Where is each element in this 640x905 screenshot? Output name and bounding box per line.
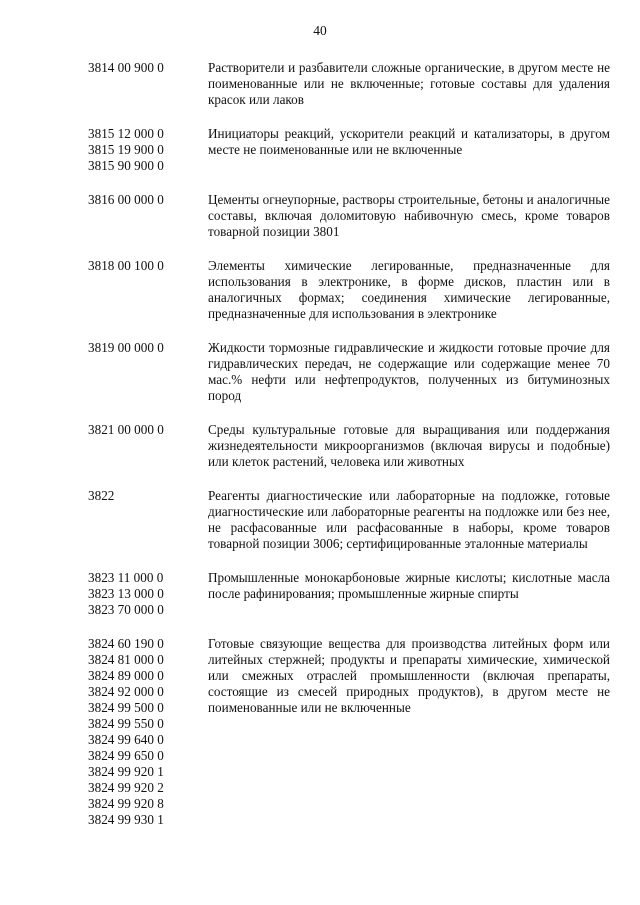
entry-codes <box>88 570 208 618</box>
tnved-code: 3824 99 500 0 <box>88 700 164 715</box>
entry-description: Промышленные монокарбоновые жирные кислоты; кислотные масла после рафинирования; промышленные жирные спирты <box>208 570 610 601</box>
entry-codes <box>88 488 208 552</box>
tnved-code: 3824 92 000 0 <box>88 684 164 699</box>
entry-description: Жидкости тормозные гидравлические и жидкости готовые прочие для гидравлических передач, не содержащие или содержащие менее 70 мас.% нефти или нефтепродуктов, полученных из битуминозных пород <box>208 340 610 403</box>
tariff-entry <box>88 192 610 240</box>
tnved-code: 3823 11 000 0 <box>88 570 164 585</box>
entry-description: Реагенты диагностические или лабораторные на подложке, готовые диагностические или лабораторные реагенты на подложке или без нее, не расфасованные или расфасованные в наборы, кроме товаров товарной позиции 3006; сертифицированные эталонные материалы <box>208 488 610 551</box>
entry-codes <box>88 422 208 470</box>
tariff-entry <box>88 488 610 552</box>
page-number: 40 <box>313 23 327 38</box>
tnved-code: 3815 19 900 0 <box>88 142 164 157</box>
tariff-entry <box>88 636 610 828</box>
tnved-code: 3824 99 920 1 <box>88 764 164 779</box>
tariff-entry <box>88 60 610 108</box>
entry-description: Растворители и разбавители сложные органические, в другом месте не поименованные или не включенные; готовые составы для удаления красок или лаков <box>208 60 610 107</box>
tariff-entry <box>88 258 610 322</box>
entry-codes <box>88 340 208 404</box>
entry-description: Элементы химические легированные, предназначенные для использования в электронике, в форме дисков, пластин или в аналогичных формах; соединения химические легированные, предназначенные для использования в электронике <box>208 258 610 321</box>
entry-codes <box>88 636 208 828</box>
entry-codes <box>88 192 208 240</box>
tnved-code: 3816 00 000 0 <box>88 192 164 207</box>
tnved-code: 3824 99 930 1 <box>88 812 164 827</box>
tnved-code: 3815 90 900 0 <box>88 158 164 173</box>
tariff-entry <box>88 126 610 174</box>
tnved-code: 3824 99 650 0 <box>88 748 164 763</box>
tnved-code: 3823 13 000 0 <box>88 586 164 601</box>
tnved-code: 3824 99 920 2 <box>88 780 164 795</box>
tnved-code: 3821 00 000 0 <box>88 422 164 437</box>
entry-codes <box>88 60 208 108</box>
tariff-entry <box>88 570 610 618</box>
tnved-code: 3824 99 550 0 <box>88 716 164 731</box>
tnved-code: 3824 89 000 0 <box>88 668 164 683</box>
tnved-code: 3824 81 000 0 <box>88 652 164 667</box>
tnved-code: 3822 <box>88 488 115 503</box>
tnved-code: 3818 00 100 0 <box>88 258 164 273</box>
entry-codes <box>88 126 208 174</box>
tariff-entry-list <box>88 60 610 846</box>
entry-description: Готовые связующие вещества для производства литейных форм или литейных стержней; продукты и препараты химические, химической или смежных отраслей промышленности (включая препараты, состоящие из смесей природных продуктов), в другом месте не поименованные или не включенные <box>208 636 610 715</box>
entry-description: Цементы огнеупорные, растворы строительные, бетоны и аналогичные составы, включая доломитовую набивочную смесь, кроме товаров товарной позиции 3801 <box>208 192 610 239</box>
tnved-code: 3824 60 190 0 <box>88 636 164 651</box>
tariff-entry <box>88 422 610 470</box>
tariff-entry <box>88 340 610 404</box>
tnved-code: 3824 99 640 0 <box>88 732 164 747</box>
tnved-code: 3814 00 900 0 <box>88 60 164 75</box>
tnved-code: 3824 99 920 8 <box>88 796 164 811</box>
entry-codes <box>88 258 208 322</box>
tnved-code: 3815 12 000 0 <box>88 126 164 141</box>
tnved-code: 3819 00 000 0 <box>88 340 164 355</box>
entry-description: Среды культуральные готовые для выращивания или поддержания жизнедеятельности микроорганизмов (включая вирусы и подобные) или клеток растений, человека или животных <box>208 422 610 469</box>
entry-description: Инициаторы реакций, ускорители реакций и катализаторы, в другом месте не поименованные или не включенные <box>208 126 610 157</box>
tnved-code: 3823 70 000 0 <box>88 602 164 617</box>
